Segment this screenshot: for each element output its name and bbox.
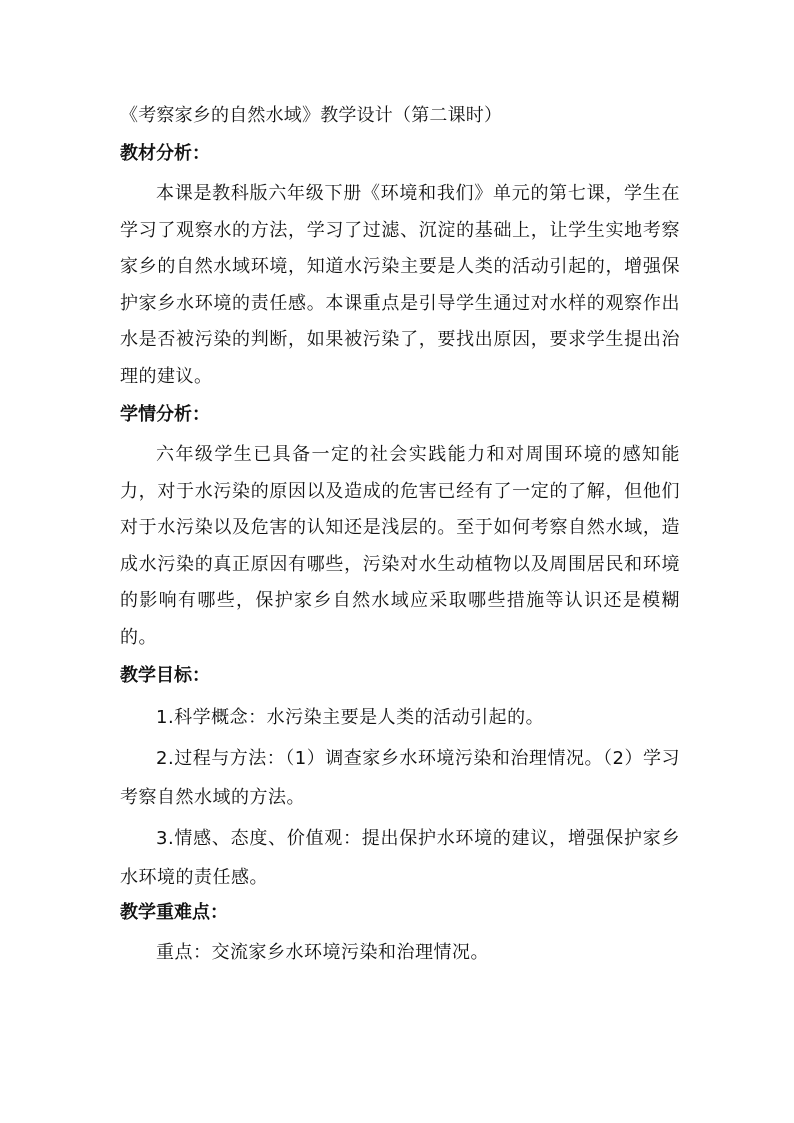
heading-textbook-analysis: 教材分析： xyxy=(120,143,210,164)
goal-item-3: 3.情感、态度、价值观：提出保护水环境的建议，增强保护家乡水环境的责任感。 xyxy=(120,828,680,888)
heading-key-points: 教学重难点： xyxy=(120,902,228,923)
document-title: 《考察家乡的自然水域》教学设计（第二课时） xyxy=(120,105,503,126)
goal-item-2: 2.过程与方法：（1）调查家乡水环境污染和治理情况。（2）学习考察自然水域的方法。 xyxy=(120,748,680,808)
goal-item-1: 1.科学概念：水污染主要是人类的活动引起的。 xyxy=(156,707,545,728)
paragraph-key-points: 重点：交流家乡水环境污染和治理情况。 xyxy=(156,942,489,963)
heading-teaching-goals: 教学目标： xyxy=(120,665,210,686)
paragraph-student-analysis: 六年级学生已具备一定的社会实践能力和对周围环境的感知能力，对于水污染的原因以及造成的危害已经有了一定的了解，但他们对于水污染以及危害的认知还是浅层的。至于如何考察自然水域，造成水污染的真正原因有哪些，污染对水生动植物以及周围居民和环境的影响有哪些，保护家乡自然水域应采取哪些措施等认识还是模糊的。 xyxy=(120,444,680,648)
document-body xyxy=(120,102,680,978)
paragraph-textbook-analysis: 本课是教科版六年级下册《环境和我们》单元的第七课，学生在学习了观察水的方法，学习了过滤、沉淀的基础上，让学生实地考察家乡的自然水域环境，知道水污染主要是人类的活动引起的，增强保护家乡水环境的责任感。本课重点是引导学生通过对水样的观察作出水是否被污染的判断，如果被污染了，要找出原因，要求学生提出治理的建议。 xyxy=(120,183,680,387)
heading-student-analysis: 学情分析： xyxy=(120,404,210,425)
